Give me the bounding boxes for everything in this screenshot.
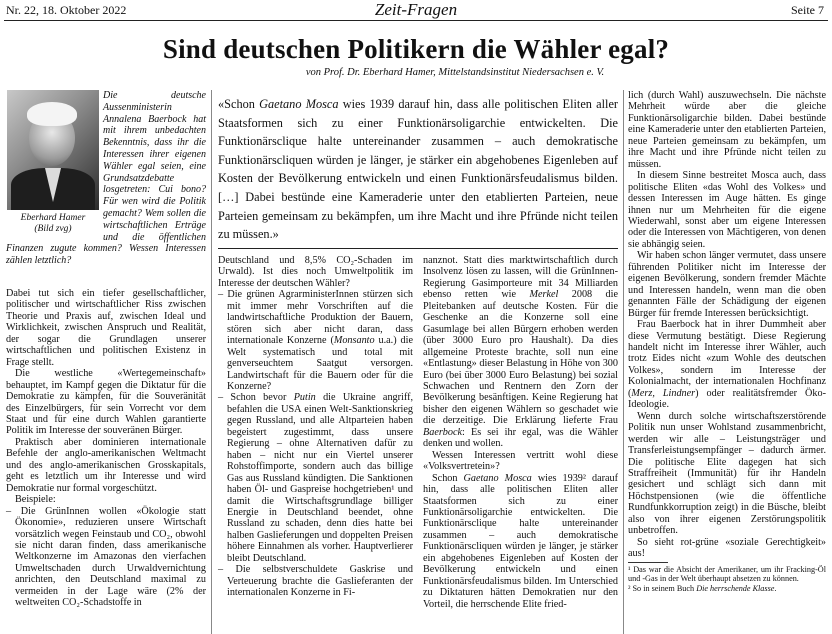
- photo-caption-name: Eberhard Hamer: [20, 213, 86, 223]
- quote-name: Gaetano Mosca: [259, 97, 339, 111]
- paragraph: Wenn durch solche wirtschaftszerstörende Politik nun unser Wohlstand zusammenbricht, werden wir alle – Leistungsträger und Transferleistungsempfänger – dadurch ärmer. Die politische Elite dagegen hat sich Straffreiheit (Immunität) für ihr Handeln gesichert und schlägt sich dann mit Höchstpensionen (wie die öffentliche Rundfunkkorruption zeigt) in die Büsche, bleibt also von ihrer eigenen Zerstörungspolitik unbetroffen.: [628, 410, 826, 537]
- footnote-separator: [628, 562, 668, 563]
- column-1: [6, 288, 206, 609]
- issue-info: Nr. 22, 18. Oktober 2022: [6, 3, 127, 17]
- list-item: – Die selbstverschuldete Gaskrise und Verteuerung brachte die Gaslieferanten der internationalen Konzerne in Fi-: [218, 564, 413, 598]
- article-lead: [6, 90, 206, 267]
- example-list: [6, 506, 206, 609]
- footnote-2: ² So in seinem Buch Die herrschende Klasse.: [628, 583, 777, 593]
- column-4: [628, 90, 826, 593]
- footnotes: [628, 562, 826, 594]
- paragraph: nanznot. Statt dies marktwirtschaftlich durch Insolvenz lösen zu lassen, will die GrünInnen-Regierung Gasimporteure mit 34 Milliarden ebenso retten wie Merkel 2008 die Pleitebanken auf deutsche Kosten. Für die Geschenke an die Konzerne soll eine Gasumlage bei allen Bürgern erhoben werden (über 3000 Euro pro Haushalt). Da dies allgemeine Proteste brachte, soll nun eine «Entlastung» dieser Belastung in Höhe von 300 Euro (bei über 3000 Euro Belastung) bei sozial Schwachen und Rentnern den Zorn der Bevölkerung besänftigen. Keine Regierung hat bisher den eigenen Wählern so geschadet wie die derzeitige. Die Erklärung lieferte Frau Baerbock: Es sei ihr egal, was die Wähler denken und wollen.: [423, 255, 618, 450]
- quote-text-post: wies 1939 darauf hin, dass alle politischen Eliten aller Staatsformen sich zu einer Funktionärsoligarchie entwickelten. Die Funktionärsclique halte untereinander zusammen – auch demokratische Funktionärscliquen würden je länger, je stärker ein abgehobenes Eigenleben auf Kosten der Bevölkerung entwickeln und einen Funktionärsfeudalismus bilden. […] Dabei bestünde eine Kameraderie unter den etablierten Parteien, neue Parteien gemeinsam zu bekämpfen, um ihre Macht und ihre Pfründe nicht teilen zu müssen.»: [218, 97, 618, 242]
- column-rule-3: [623, 90, 624, 634]
- paragraph: Die westliche «Wertegemeinschaft» behauptet, im Kampf gegen die Diktatur für die Demokratie zu kämpfen, für die Souveränität des Einzelbürgers, für sein Vorrecht vor dem Staat und für eine durch Wahlen garantierte Politik im Interesse der souveränen Bürger.: [6, 368, 206, 437]
- article-byline: von Prof. Dr. Eberhard Hamer, Mittelstandsinstitut Niedersachsen e. V.: [305, 67, 605, 78]
- footnote-1: ¹ Das war die Absicht der Amerikaner, um ihr Fracking-Öl und -Gas in der Welt überhaupt absetzen zu können.: [628, 564, 826, 584]
- paragraph: lich (durch Wahl) auszuwechseln. Die nächste Mehrheit würde aber die gleiche Funktionärsoligarchie bilden. Dabei bestünde eine Kameraderie unter den etablierten Parteien, neue Parteien gemeinsam zu bekämpfen, um ihre Macht und ihre Pfründe nicht teilen zu müssen.: [628, 90, 826, 170]
- photo-caption-credit: (Bild zvg): [34, 224, 72, 234]
- paragraph: Praktisch aber dominieren internationale Befehle der anglo-amerikanischen Weltmacht und des anglo-amerikanischen Grosskapitals, geht es letztlich um ihr Interesse und wird Demokratie nur formal vorgeschützt.: [6, 436, 206, 494]
- paragraph: Dabei tut sich ein tiefer gesellschaftlicher, politischer und wirtschaftlicher Riss zwischen Theorie und Praxis auf, zwischen Ideal und Wirklichkeit, zwischen Anspruch und Realität, der sogar die Grundlagen unserer wirtschaftlichen und politischen Existenz in Frage stellt.: [6, 288, 206, 368]
- list-item: – Schon bevor Putin die Ukraine angriff, befahlen die USA einen Welt-Sanktionskrieg gegen Russland, und alle Altparteien haben begeistert zugestimmt, dass unsere Regierung – ohne Alternativen dafür zu haben – nicht nur ein Viertel unserer Rohstoffimporte, sondern auch das billige Gas aus Russland kündigten. Die Sanktionen haben Öl- und Gaspreise hochgetrieben¹ und damit die Wirtschaftsgrundlage billiger Energie in Deutschland beendet, ohne Russland zu schaden, denn dies hatte bei halben Gaslieferungen und doppelten Preisen höhere Einnahmen als vorher. Hauptverlierer bleibt Deutschland.: [218, 392, 413, 564]
- paragraph: So sieht rot-grüne «soziale Gerechtigkeit» aus!: [628, 536, 826, 560]
- article-title: Sind deutschen Politikern die Wähler egal?: [162, 34, 670, 64]
- column-2: [218, 255, 413, 599]
- column-rule-1: [211, 90, 212, 634]
- pull-quote: [218, 95, 618, 249]
- paragraph: Beispiele:: [15, 494, 56, 506]
- column-3: [423, 255, 618, 610]
- list-item: – Die grünen AgrarministerInnen stürzen sich mit immer mehr Vorschriften auf die landwirtschaftliche Produktion der Bauern, stören sich aber nicht daran, dass internationale Konzerne (Monsanto u.a.) die Welt systematisch und total mit genverseuchtem Saatgut versorgen. Landwirtschaft für die Bauern oder für die Konzerne?: [218, 289, 413, 392]
- lead-photo-spacer: [6, 90, 103, 234]
- publication-name: Zeit-Fragen: [374, 0, 458, 19]
- paragraph: Frau Baerbock hat in ihrer Dummheit aber diese Vermutung bestätigt. Diese Regierung handelt nicht im Interesse ihrer Wähler, auch trotz Eides nicht «zum Wohle des deutschen Volkes», sondern im Interesse der Kolonialmacht, der internationalen Hochfinanz (Merz, Lindner) oder realitätsfremder Öko-Ideologie.: [628, 319, 826, 411]
- paragraph: Deutschland und 8,5% CO₂-Schaden im Urwald). Ist dies noch Umweltpolitik im Interesse der deutschen Wähler?: [218, 255, 413, 289]
- paragraph: In diesem Sinne bestreitet Mosca auch, dass politische Eliten «das Wohl des Volkes» und dessen Interessen im Auge hätten. Es ginge ihnen nur um Mehrheiten für die eigene Wiederwahl, sonst aber um eigene Interessen oder die Interessen von Mächtigeren, von denen sie abhängig seien.: [628, 170, 826, 250]
- list-item: – Die GrünInnen wollen «Ökologie statt Ökonomie», reduzieren unsere Wirtschaft vorsätzlich wegen Feinstaub und CO₂, obwohl sie nicht daran finden, dass amerikanische Weltkonzerne im Amazonas den vierfachen Umweltschaden durch Urwaldvernichtung anrichten, den Deutschland maximal zu vermeiden in der Lage wäre (2% der weltweiten CO₂-Schadstoffe in: [6, 506, 206, 609]
- quote-text-pre: «Schon: [218, 97, 260, 111]
- paragraph: Schon Gaetano Mosca wies 1939² darauf hin, dass alle politischen Eliten aller Staatsformen sich zu einer Funktionärsoligarchie entwickelten. Die Funktionärsclique halte untereinander zusammen – auch demokratische Funktionärscliquen würden je länger, je stärker ein abgehobenes Eigenleben auf Kosten der Bevölkerung entwickeln und einen Funktionärsfeudalismus bilden. Im Unterschied zu Diktaturen hätten Demokratien nur den Vorteil, die herrschende Elite fried-: [423, 472, 618, 610]
- paragraph: Wessen Interessen vertritt wohl diese «Volksvertretein»?: [423, 449, 618, 473]
- page-header: [0, 0, 832, 22]
- paragraph: Wir haben schon länger vermutet, dass unsere führenden Politiker nicht im Interesse der eigenen Bevölkerung, sondern fremder Mächte und Interessen handeln, wenn man die oben genannten Fälle der Schädigung der eigenen Bürger für fremde Interessen berücksichtigt.: [628, 250, 826, 319]
- lead-text: Die deutsche Aussenministerin Annalena Baerbock hat mit ihrem unbedachten Bekenntnis, dass ihr die Interessen ihrer eigenen Wähler egal seien, eine Grundsatzdebatte losgetreten: Cui bono? Für wen wird die Politik gemacht? Wem sollen die wirtschaftlichen Erträge und die öffentlichen Finanzen zugute kommen? Wessen Interessen zählen letztlich?: [6, 90, 206, 267]
- example-list: [218, 289, 413, 598]
- header-rule: [4, 20, 828, 21]
- page-number: Seite 7: [791, 3, 824, 17]
